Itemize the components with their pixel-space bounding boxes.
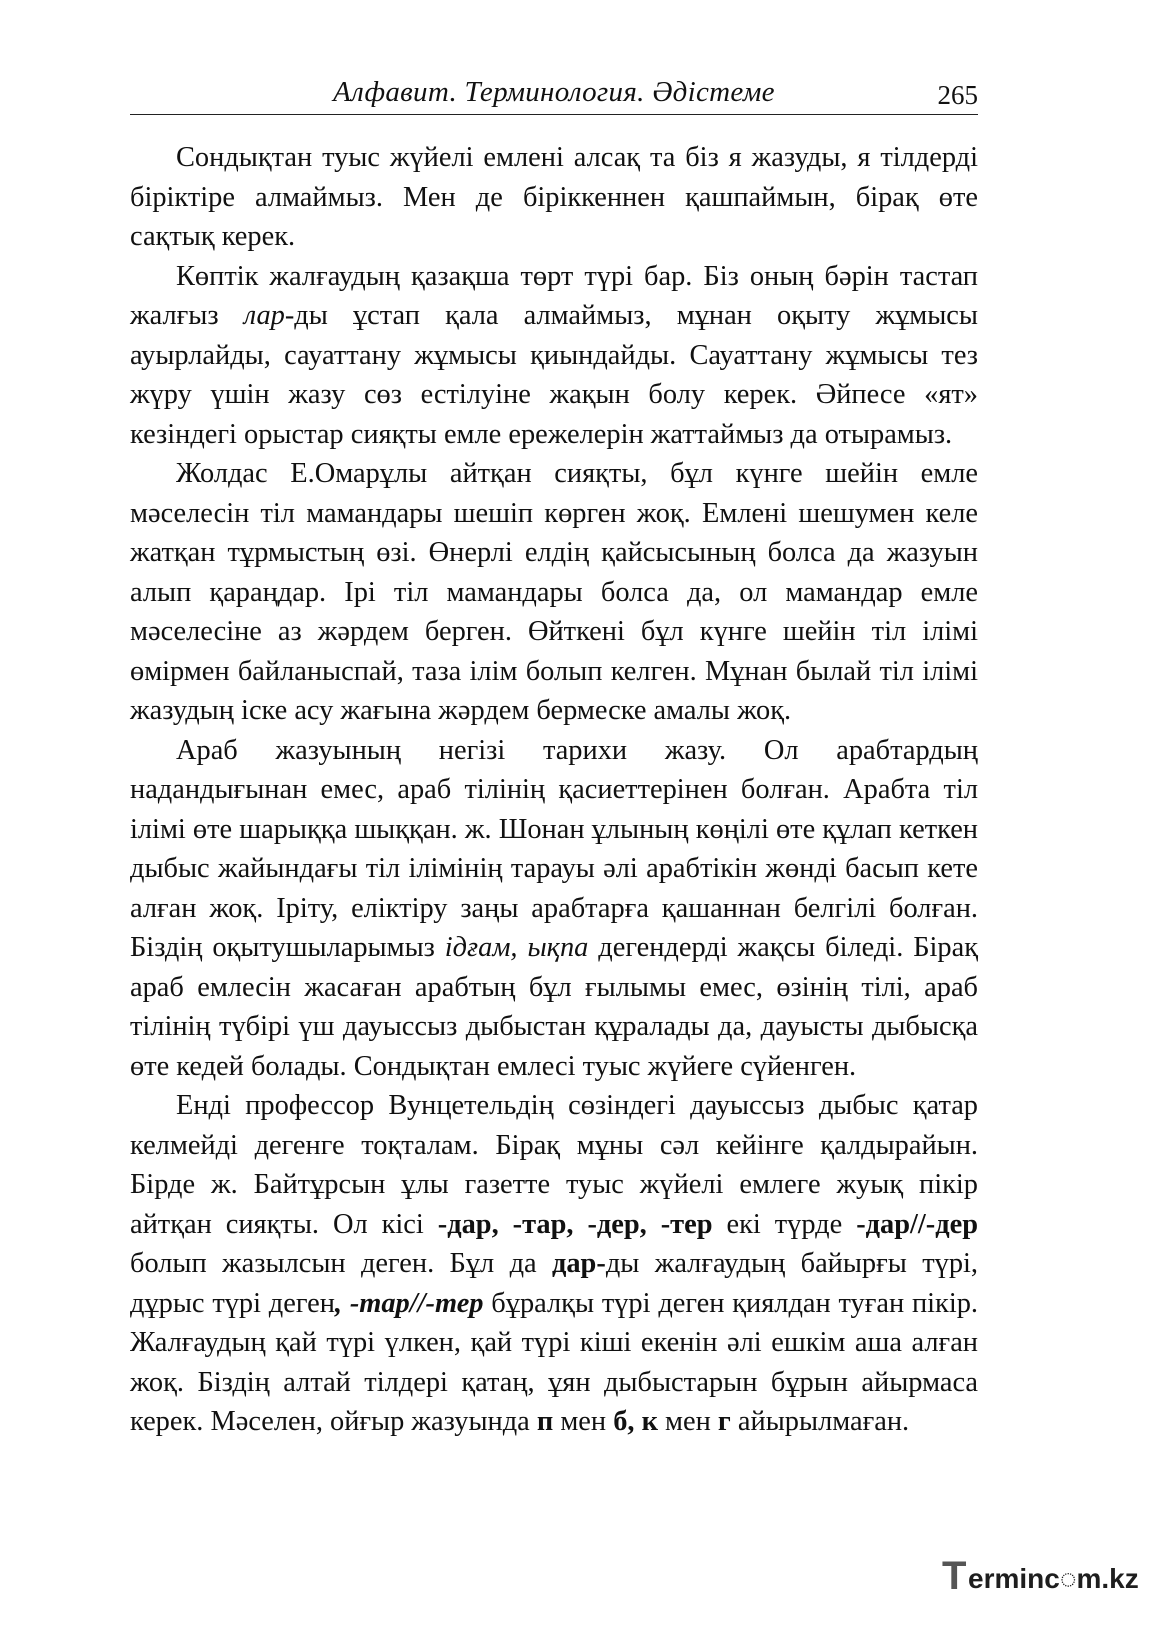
bold-suffixes: -дар//-дер xyxy=(856,1208,978,1240)
paragraph-3 xyxy=(130,454,978,731)
text-run: дегендерді жақсы біледі. Бірақ араб емлесін жасаған арабтың бұл ғылымы емес, өзінің тілі, араб тілінің түбірі үш дауыссыз дыбыстан құралады да, дауысты дыбысқа өте кедей болады. Сондықтан емлесі туыс жүйеге сүйенген. xyxy=(130,932,978,1082)
text-run: Енді профессор Вунцетельдің сөзіндегі дауыссыз дыбыс қатар келмейді дегенге тоқталам. Бірақ мұны сәл кейінге қалдырайын. Бірде ж. Байтұрсын ұлы газетте туыс жүйелі емлеге жуық пікір айтқан сияқты. Ол кісі xyxy=(130,1090,978,1240)
italic-term: ідғам, ықпа xyxy=(444,932,589,963)
paragraph-5 xyxy=(130,1086,978,1442)
text-run: екі түрде xyxy=(712,1208,857,1240)
running-title: Алфавит. Терминология. Әдістеме xyxy=(333,76,775,108)
bold-letters: б, к xyxy=(613,1406,658,1437)
text-run: мен xyxy=(657,1406,718,1437)
body-text xyxy=(130,138,978,1442)
paragraph-1 xyxy=(130,138,978,257)
watermark-logo xyxy=(942,1556,1152,1600)
bold-letter: г xyxy=(717,1406,731,1437)
paragraph-2 xyxy=(130,257,978,455)
bold-italic-suffixes: , -тар//-тер xyxy=(334,1287,484,1319)
bold-suffixes: -дар, -тар, -дер, -тер xyxy=(437,1208,713,1240)
text-run: Жолдас Е.Омарұлы айтқан сияқты, бұл күнге шейін емле мәселесін тіл мамандары шешіп көрген жоқ. Емлені шешумен келе жатқан тұрмыстың өзі. Өнерлі елдің қайсысының болса да жазуын алып қараңдар. Ірі тіл мамандары болса да, ол мамандар емле мәселесіне аз жәрдем берген. Өйткені бұл күнге шейін тіл ілімі өмірмен байланыспай, таза ілім болып келген. Мұнан былай тіл ілімі жазудың іске асу жағына жәрдем бермеске амалы жоқ. xyxy=(130,458,978,726)
bold-letter: п xyxy=(536,1406,554,1437)
text-run: ды жалғаудың байырғы түрі, дұрыс түрі деген xyxy=(130,1248,978,1319)
watermark-text: erminc◌m.kz xyxy=(968,1563,1139,1594)
text-run: ды ұстап қала алмаймыз, мұнан оқыту жұмысы ауырлайды, сауаттану жұмысы қиындайды. Сауаттану жұмысы тез жүру үшін жазу сөз естілуіне жақын болу керек. Әйпесе «ят» кезіндегі орыстар сияқты емле ережелерін жаттаймыз да отырамыз. xyxy=(130,300,978,450)
watermark-letter: T xyxy=(942,1554,967,1598)
text-run: Көптік жалғаудың қазақша төрт түрі бар. Біз оның бәрін тастап жалғыз xyxy=(130,260,978,331)
text-run: Сондықтан туыс жүйелі емлені алсақ та біз я жазуды, я тілдерді біріктіре алмаймыз. Мен де біріккеннен қашпаймын, бірақ өте сақтық керек. xyxy=(130,142,978,252)
italic-term: лар- xyxy=(243,300,295,331)
text-run: мен xyxy=(553,1406,614,1437)
paragraph-4 xyxy=(130,731,978,1087)
bold-suffix: дар- xyxy=(552,1248,606,1279)
page-number: 265 xyxy=(937,80,978,110)
text-run: айырылмаған. xyxy=(730,1406,910,1437)
text-run: Араб жазуының негізі тарихи жазу. Ол арабтардың надандығынан емес, араб тілінің қасиеттерінен болған. Арабта тіл ілімі өте шарыққа шыққан. ж. Шонан ұлының көңілі өте құлап кеткен дыбыс жайындағы тіл ілімінің тарауы әлі арабтікін жөнді басып кете алған жоқ. Іріту, еліктіру заңы арабтарға қашаннан белгілі болған. Біздің оқытушыларымыз xyxy=(130,734,978,963)
text-run: бұралқы түрі деген қиялдан туған пікір. Жалғаудың қай түрі үлкен, қай түрі кіші екенін әлі ешкім аша алған жоқ. Біздің алтай тілдері қатаң, ұян дыбыстарын бұрын айырмаса керек. Мәселен, ойғыр жазуында xyxy=(130,1287,979,1437)
text-run: болып жазылсын деген. Бұл да xyxy=(130,1248,552,1279)
running-header xyxy=(130,74,978,115)
